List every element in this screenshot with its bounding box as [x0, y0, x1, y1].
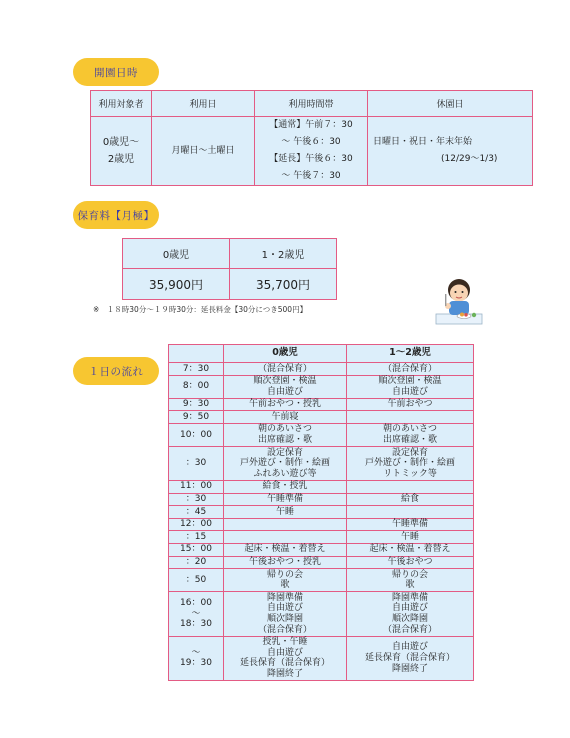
schedule-line: 降園準備 [266, 592, 303, 603]
schedule-row [169, 480, 474, 493]
schedule-row [169, 636, 474, 680]
schedule-line: 11：00 [180, 481, 212, 492]
fee-header-age0: 0歳児 [123, 239, 230, 269]
schedule-line: 順次降園 [266, 613, 303, 624]
schedule-line: 歌 [405, 580, 415, 591]
schedule-cell-time [169, 423, 224, 446]
hours-days-cell: 月曜日～土曜日 [152, 117, 255, 186]
schedule-line: 降園終了 [391, 663, 428, 674]
hours-header-closed: 休園日 [368, 91, 533, 117]
schedule-cell-age12 [347, 411, 474, 424]
schedule-cell-time [169, 531, 224, 544]
schedule-cell-age0 [224, 447, 347, 481]
schedule-cell-age0 [224, 556, 347, 569]
fee-value-age12: 35,700円 [230, 269, 337, 300]
schedule-line: （混合保育） [382, 363, 437, 374]
schedule-row [169, 411, 474, 424]
schedule-cell-age12 [347, 531, 474, 544]
schedule-cell-age0 [224, 411, 347, 424]
hours-header-target: 利用対象者 [91, 91, 152, 117]
schedule-cell-time [169, 493, 224, 506]
schedule-cell-time [169, 518, 224, 531]
schedule-line: ：15 [185, 531, 207, 542]
schedule-cell-age12 [347, 592, 474, 636]
hours-time-line: 【通常】午前７：30 [269, 120, 353, 130]
schedule-row [169, 398, 474, 411]
schedule-line: ～ [191, 608, 201, 619]
schedule-line: 帰りの会 [266, 569, 303, 580]
schedule-line: 自由遊び [266, 647, 303, 658]
schedule-line: ：30 [185, 458, 207, 469]
schedule-row [169, 506, 474, 519]
schedule-row [169, 375, 474, 398]
schedule-cell-time [169, 411, 224, 424]
schedule-line: 午後おやつ・授乳 [248, 557, 321, 568]
schedule-table [168, 344, 474, 681]
schedule-cell-time [169, 556, 224, 569]
schedule-cell-age0 [224, 592, 347, 636]
schedule-cell-age12 [347, 447, 474, 481]
schedule-row [169, 447, 474, 481]
schedule-line: ：50 [185, 574, 207, 585]
schedule-cell-age0 [224, 363, 347, 376]
schedule-line: 順次登園・検温 [378, 376, 442, 387]
schedule-cell-age12 [347, 518, 474, 531]
hours-header-days: 利用日 [152, 91, 255, 117]
hours-time-line: 【延長】午後６：30 [269, 154, 353, 164]
schedule-cell-age0 [224, 531, 347, 544]
hours-closed-cell [368, 117, 533, 186]
fee-table [122, 238, 337, 300]
schedule-cell-time [169, 447, 224, 481]
schedule-line: 16：00 [180, 598, 212, 609]
schedule-cell-time [169, 363, 224, 376]
schedule-cell-age12 [347, 480, 474, 493]
schedule-line: 12：00 [180, 519, 212, 530]
schedule-line: 起床・検温・着替え [369, 544, 451, 555]
schedule-cell-time [169, 398, 224, 411]
schedule-row [169, 518, 474, 531]
schedule-line: 午前おやつ [387, 399, 433, 410]
schedule-line: 降園終了 [266, 668, 303, 679]
schedule-line: 9：30 [182, 399, 210, 410]
schedule-line: 自由遊び [391, 642, 428, 653]
fee-value-age0: 35,900円 [123, 269, 230, 300]
schedule-cell-age12 [347, 556, 474, 569]
schedule-line: 10：00 [180, 429, 212, 440]
schedule-header-age12: 1～2歳児 [347, 345, 474, 363]
schedule-cell-time [169, 636, 224, 680]
schedule-line: 朝のあいさつ [382, 424, 437, 435]
schedule-line: 順次登園・検温 [253, 376, 317, 387]
schedule-cell-age12 [347, 493, 474, 506]
schedule-line: 順次降園 [391, 613, 428, 624]
schedule-line: 歌 [280, 580, 290, 591]
schedule-cell-age12 [347, 363, 474, 376]
fee-note: ※ １８時30分～１９時30分：延長料金【30分につき500円】 [93, 305, 308, 314]
schedule-line: 15：00 [180, 544, 212, 555]
schedule-line: （混合保育） [257, 624, 312, 635]
schedule-cell-age0 [224, 493, 347, 506]
schedule-cell-age0 [224, 543, 347, 556]
schedule-line: 19：30 [180, 658, 212, 669]
schedule-line: ：20 [185, 557, 207, 568]
schedule-line: 午睡 [275, 506, 294, 517]
schedule-line: 授乳・午睡 [262, 637, 308, 648]
schedule-line: 午睡準備 [266, 494, 303, 505]
schedule-line: 7：30 [182, 363, 210, 374]
schedule-line: 朝のあいさつ [257, 424, 312, 435]
section-title-flow: １日の流れ [73, 357, 159, 385]
schedule-cell-time [169, 375, 224, 398]
schedule-cell-time [169, 480, 224, 493]
hours-target-line: 0歳児～ [102, 137, 140, 148]
schedule-cell-age12 [347, 569, 474, 592]
schedule-line: 午睡 [400, 531, 419, 542]
schedule-cell-time [169, 569, 224, 592]
hours-table [90, 90, 533, 186]
schedule-cell-time [169, 543, 224, 556]
schedule-cell-time [169, 592, 224, 636]
schedule-line: 戸外遊び・制作・絵画 [239, 458, 330, 469]
schedule-row [169, 592, 474, 636]
schedule-line: 出席確認・歌 [382, 435, 437, 446]
schedule-line: （混合保育） [257, 363, 312, 374]
hours-times-cell [255, 117, 368, 186]
schedule-row [169, 531, 474, 544]
schedule-line: 延長保育（混合保育） [364, 653, 455, 664]
hours-time-line: ～ 午後７：30 [281, 171, 341, 181]
schedule-line: 自由遊び [266, 603, 303, 614]
schedule-line: 午前おやつ・授乳 [248, 399, 321, 410]
hours-target-line: 2歳児 [107, 154, 135, 165]
schedule-line: 午睡準備 [391, 519, 428, 530]
schedule-line: 延長保育（混合保育） [239, 658, 330, 669]
schedule-line: 起床・検温・着替え [244, 544, 326, 555]
schedule-cell-age0 [224, 398, 347, 411]
schedule-line: ：45 [185, 506, 207, 517]
schedule-cell-age0 [224, 506, 347, 519]
schedule-line: 給食・授乳 [262, 481, 308, 492]
schedule-cell-age12 [347, 398, 474, 411]
schedule-row [169, 423, 474, 446]
schedule-row [169, 556, 474, 569]
schedule-cell-age12 [347, 375, 474, 398]
hours-closed-line: (12/29～1/3) [441, 154, 498, 164]
schedule-line: 設定保育 [391, 447, 428, 458]
schedule-line: 18：30 [180, 619, 212, 630]
schedule-cell-age0 [224, 569, 347, 592]
schedule-cell-age12 [347, 543, 474, 556]
schedule-line: 午後おやつ [387, 557, 433, 568]
schedule-header-time [169, 345, 224, 363]
schedule-row [169, 363, 474, 376]
schedule-line: 給食 [400, 494, 419, 505]
schedule-line: 帰りの会 [391, 569, 428, 580]
schedule-line: （混合保育） [382, 624, 437, 635]
schedule-line: 自由遊び [391, 603, 428, 614]
schedule-line: ふれあい遊び等 [253, 468, 317, 479]
schedule-row [169, 543, 474, 556]
hours-header-times: 利用時間帯 [255, 91, 368, 117]
schedule-header-age0: 0歳児 [224, 345, 347, 363]
schedule-row [169, 493, 474, 506]
hours-target-cell [91, 117, 152, 186]
schedule-cell-age0 [224, 518, 347, 531]
schedule-cell-age12 [347, 423, 474, 446]
schedule-line: リトミック等 [383, 468, 437, 479]
schedule-cell-age0 [224, 480, 347, 493]
schedule-line: 戸外遊び・制作・絵画 [364, 458, 455, 469]
schedule-row [169, 569, 474, 592]
child-eating-icon [434, 276, 484, 328]
schedule-cell-age12 [347, 636, 474, 680]
schedule-line: 9：50 [182, 411, 210, 422]
schedule-cell-age0 [224, 375, 347, 398]
schedule-line: 出席確認・歌 [257, 435, 312, 446]
section-title-fee: 保育料【月極】 [73, 201, 159, 229]
schedule-cell-time [169, 506, 224, 519]
schedule-line: 8：00 [182, 381, 210, 392]
schedule-cell-age0 [224, 636, 347, 680]
fee-header-age12: 1・2歳児 [230, 239, 337, 269]
schedule-line: 設定保育 [266, 447, 303, 458]
schedule-cell-age0 [224, 423, 347, 446]
section-title-hours: 開園日時 [73, 58, 159, 86]
schedule-line: 自由遊び [391, 386, 428, 397]
schedule-line: 午前寝 [271, 411, 299, 422]
hours-time-line: ～ 午後６：30 [281, 137, 341, 147]
schedule-line: ～ [191, 647, 201, 658]
schedule-line: ：30 [185, 494, 207, 505]
schedule-line: 降園準備 [391, 592, 428, 603]
schedule-cell-age12 [347, 506, 474, 519]
hours-closed-line: 日曜日・祝日・年末年始 [373, 137, 473, 147]
schedule-line: 自由遊び [266, 386, 303, 397]
